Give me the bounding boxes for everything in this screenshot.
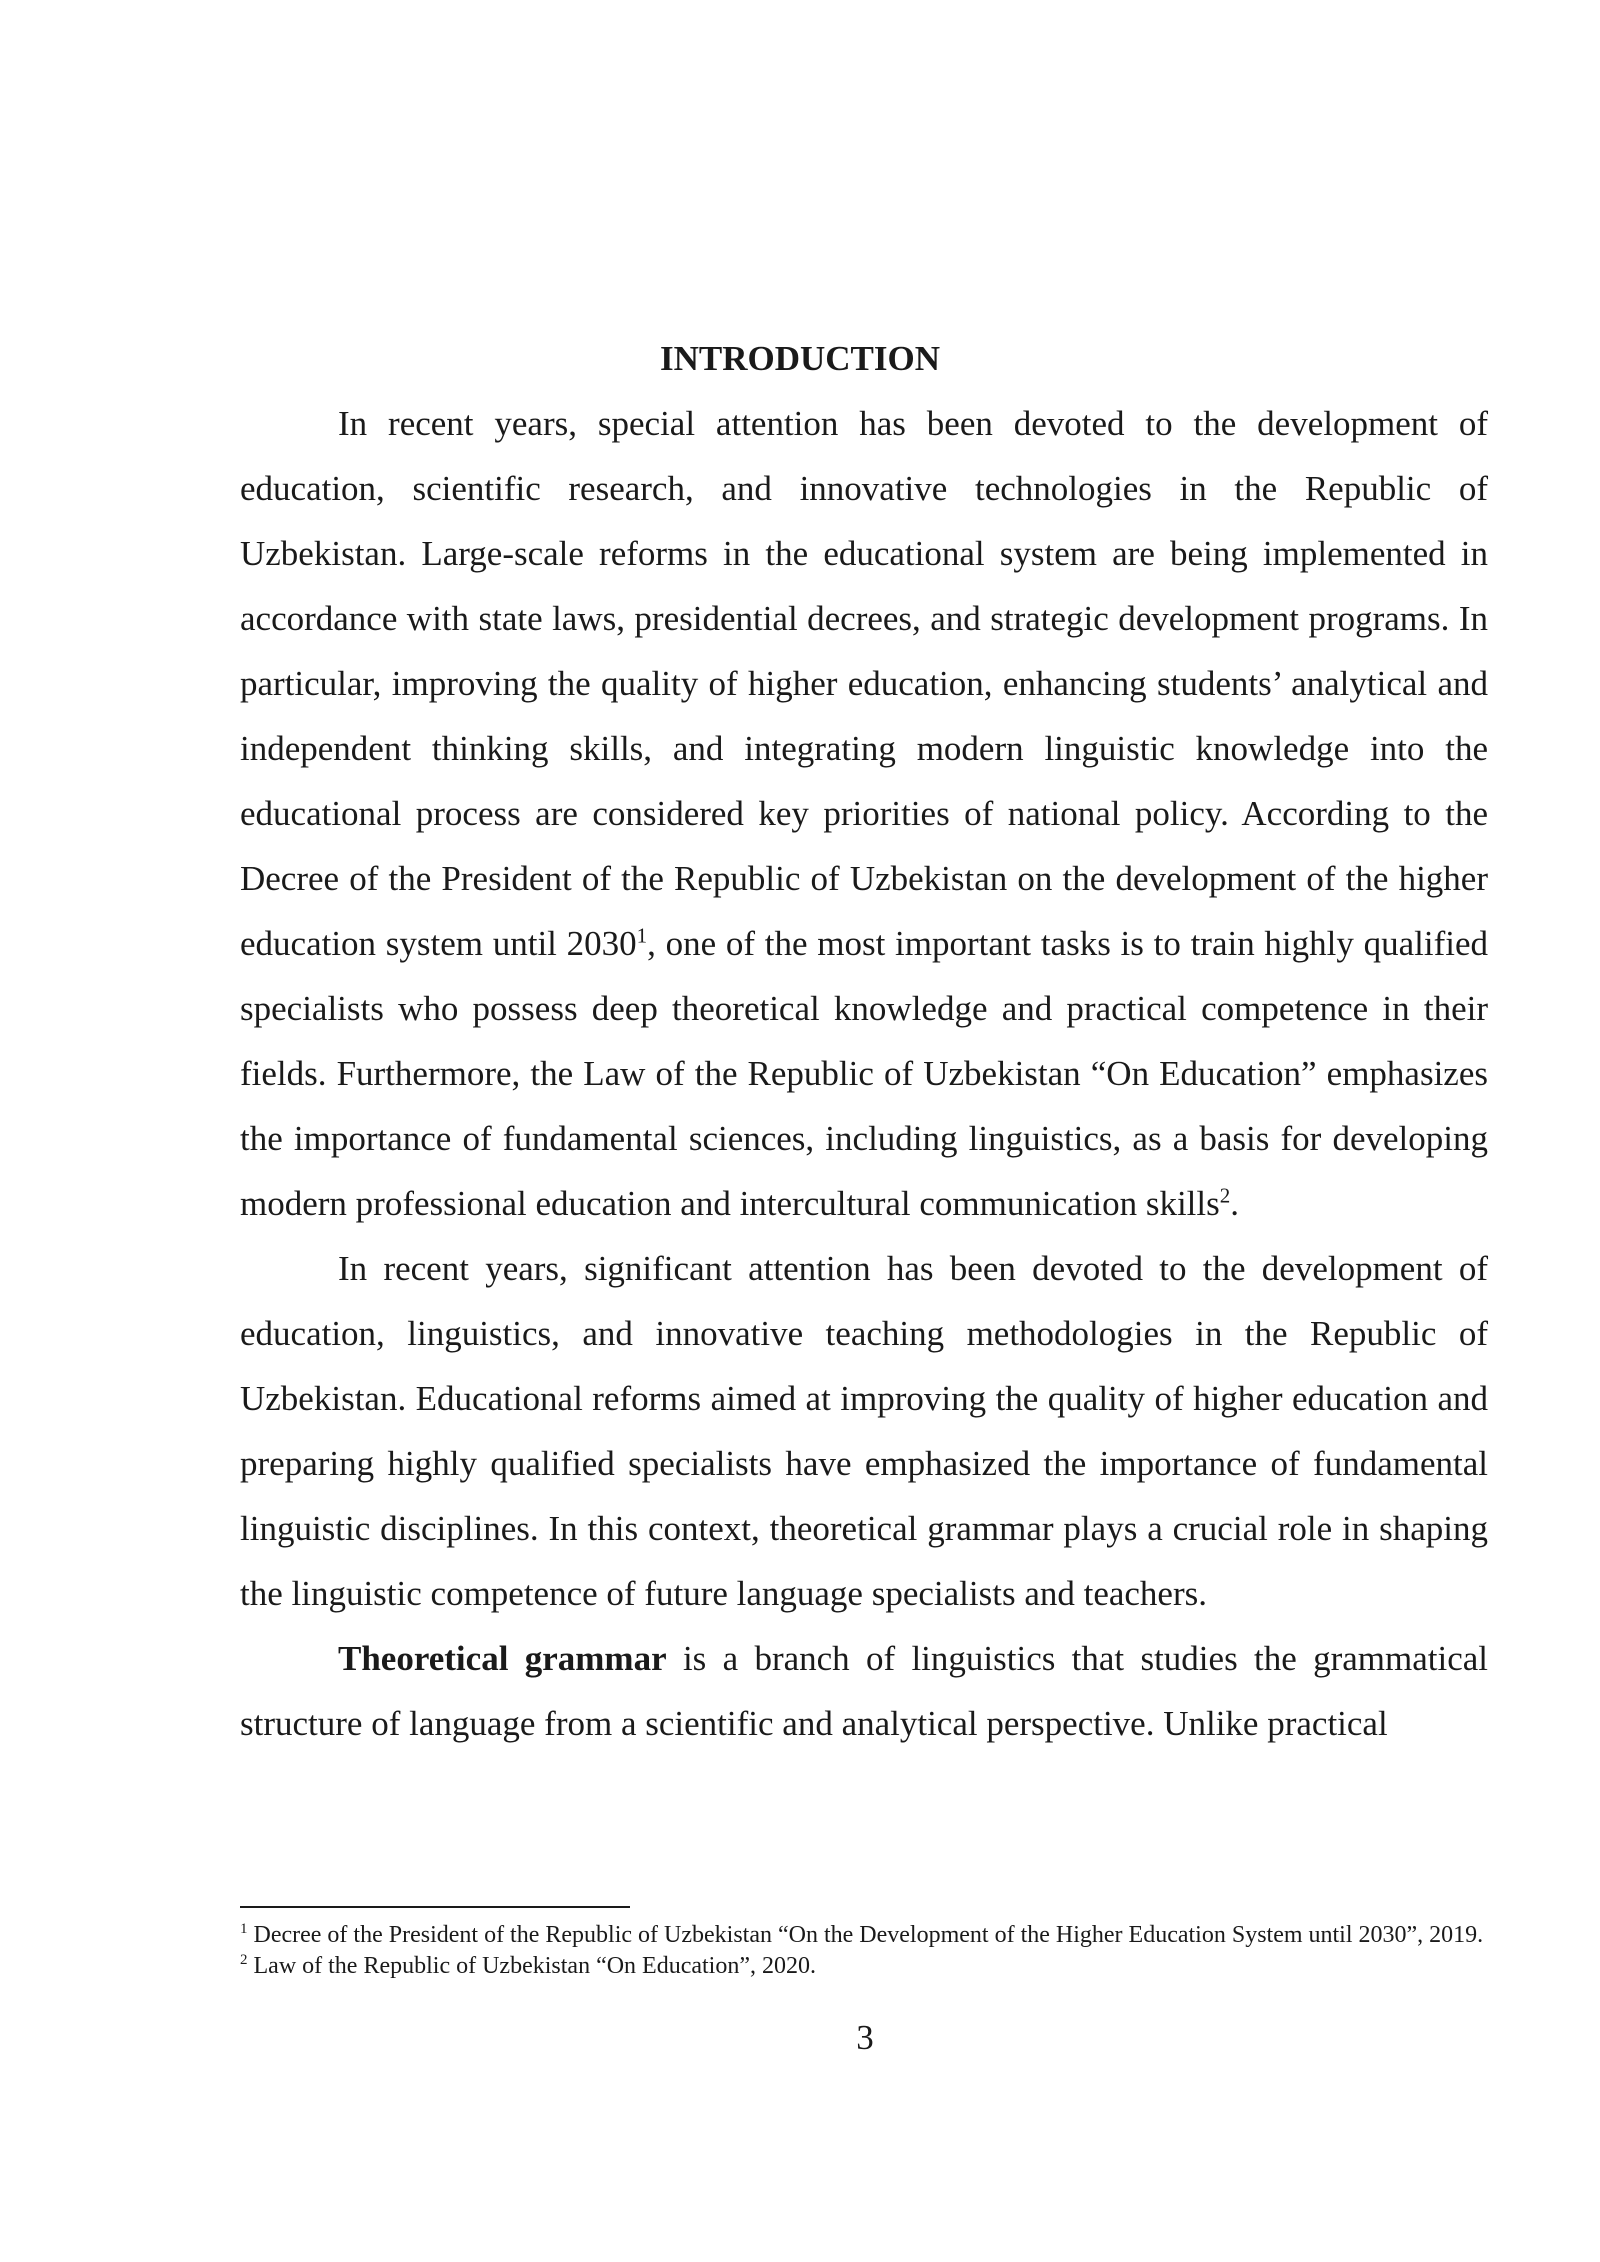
bold-term: Theoretical grammar	[338, 1639, 667, 1678]
paragraph-3-text: is a branch of linguistics that studies the grammatical structure of language from a scientific and analytical perspective. Unlike practical	[240, 1639, 1488, 1743]
footnote-ref-1: 1	[636, 923, 648, 948]
footnote-2	[240, 1951, 1488, 1982]
paragraph-1	[240, 391, 1488, 1236]
paragraph-3	[240, 1626, 1488, 1756]
footnote-separator	[240, 1906, 630, 1908]
paragraph-1-text-c: .	[1230, 1184, 1239, 1223]
footnote-text: Law of the Republic of Uzbekistan “On Education”, 2020.	[247, 1953, 816, 1979]
page-title: INTRODUCTION	[659, 339, 941, 378]
paragraph-1-text-a: In recent years, special attention has been devoted to the development of education, scientific research, and innovative technologies in the Republic of Uzbekistan. Large-scale reforms in the educational system are being implemented in accordance with state laws, presidential decrees, and strategic development programs. In particular, improving the quality of higher education, enhancing students’ analytical and independent thinking skills, and integrating modern linguistic knowledge into the educational process are considered key priorities of national policy. According to the Decree of the President of the Republic of Uzbekistan on the development of the higher education system until 2030	[240, 404, 1488, 963]
footnotes	[240, 1920, 1488, 1982]
body-text	[240, 391, 1488, 1756]
footnote-marker: 1	[240, 1921, 248, 1937]
page-number: 3	[856, 2018, 874, 2057]
footnote-text: Decree of the President of the Republic of Uzbekistan “On the Development of the Higher Education System until 2030”, 2019.	[247, 1922, 1484, 1948]
paragraph-1-text-b: , one of the most important tasks is to train highly qualified specialists who possess deep theoretical knowledge and practical competence in their fields. Furthermore, the Law of the Republic of Uzbekistan “On Education” emphasizes the importance of fundamental sciences, including linguistics, as a basis for developing modern professional education and intercultural communication skills	[240, 924, 1488, 1223]
footnote-ref-2: 2	[1219, 1183, 1231, 1208]
footnote-1	[240, 1920, 1488, 1951]
footnote-marker: 2	[240, 1952, 248, 1968]
paragraph-2: In recent years, significant attention has been devoted to the development of education, linguistics, and innovative teaching methodologies in the Republic of Uzbekistan. Educational reforms aimed at improving the quality of higher education and preparing highly qualified specialists have emphasized the importance of fundamental linguistic disciplines. In this context, theoretical grammar plays a crucial role in shaping the linguistic competence of future language specialists and teachers.	[240, 1249, 1488, 1613]
